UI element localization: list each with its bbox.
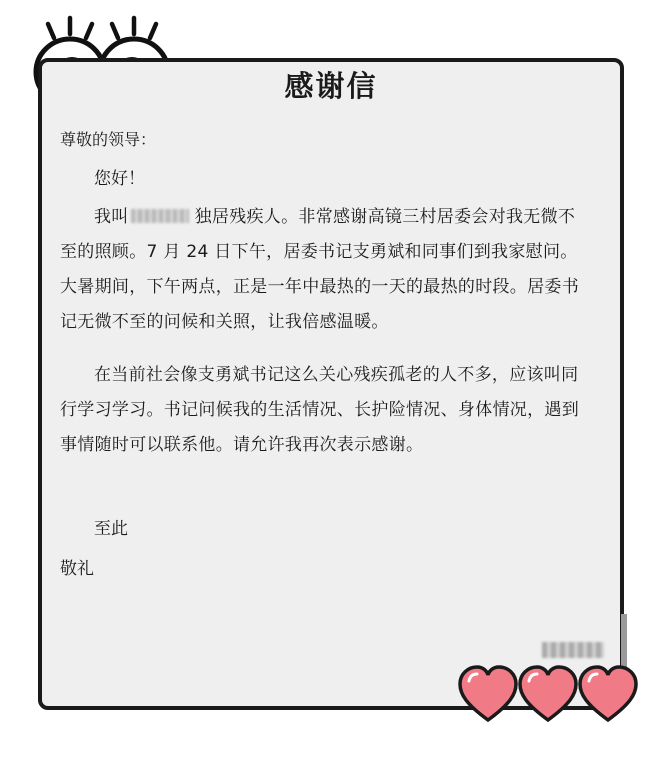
para1-prefix: 我叫	[94, 207, 129, 227]
letter-content	[42, 62, 620, 706]
greeting: 您好！	[94, 169, 145, 189]
paragraph-line: 在当前社会像支勇斌书记这么关心残疾孤老的人不多，应该叫同	[94, 365, 579, 385]
letter-paper	[38, 58, 624, 710]
heart-icon	[580, 667, 636, 720]
heart-icon	[460, 667, 516, 720]
para1-line1: 独居残疾人。非常感谢高镜三村居委会对我无微不	[194, 207, 576, 227]
letter-title: 感谢信	[284, 69, 378, 103]
redacted-name	[131, 209, 189, 223]
paragraph-line: 至的照顾。7 月 24 日下午，居委书记支勇斌和同事们到我家慰问。	[60, 242, 578, 262]
closing-regards: 敬礼	[60, 559, 94, 579]
redacted-signature	[542, 642, 604, 658]
closing-phrase: 至此	[94, 519, 128, 539]
paragraph-line	[60, 200, 608, 235]
paragraph-1	[60, 200, 608, 340]
hearts-sticker	[458, 664, 638, 726]
paragraph-line: 大暑期间，下午两点，正是一年中最热的一天的最热的时段。居委书	[60, 277, 579, 297]
paragraph-line: 行学习学习。书记问候我的生活情况、长护险情况、身体情况，遇到	[60, 400, 579, 420]
paragraph-line: 记无微不至的问候和关照，让我倍感温暖。	[60, 312, 389, 332]
paragraph-2	[60, 358, 608, 463]
heart-icon	[520, 667, 576, 720]
paragraph-line: 事情随时可以联系他。请允许我再次表示感谢。	[60, 435, 424, 455]
salutation: 尊敬的领导：	[60, 130, 157, 149]
